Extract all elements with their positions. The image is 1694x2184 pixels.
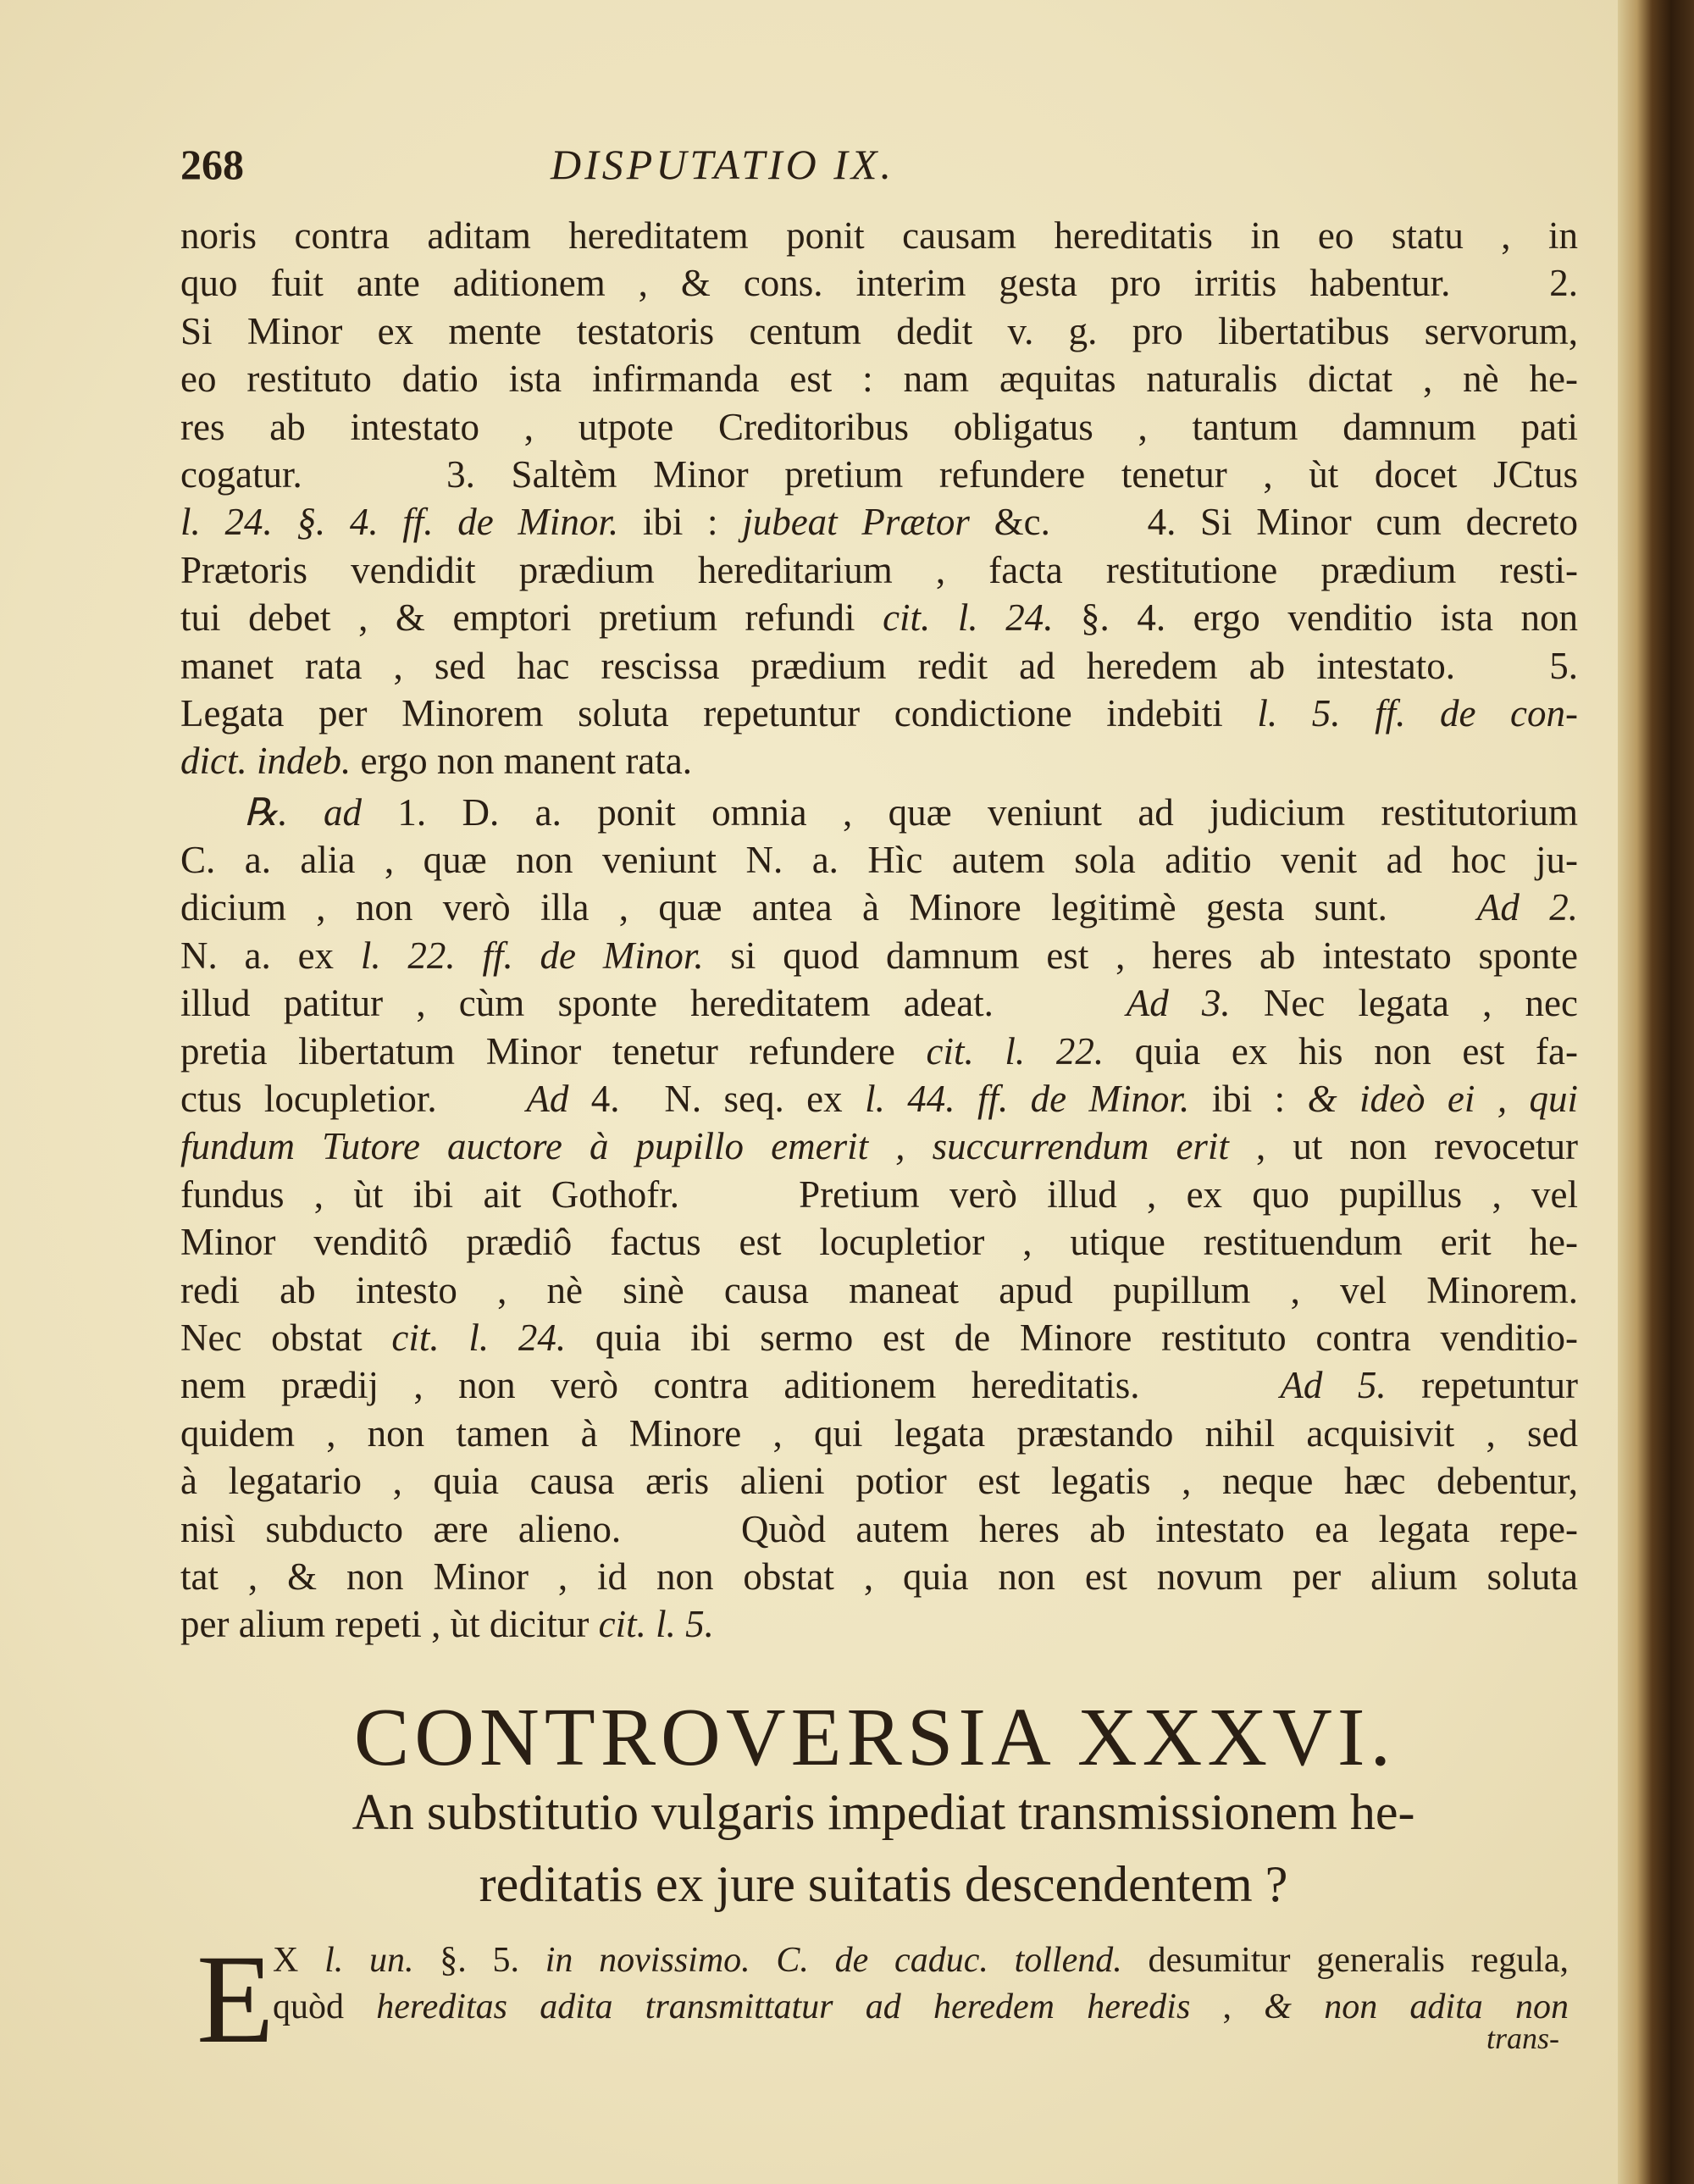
- text-line: [180, 1122, 1578, 1170]
- text-line: [180, 884, 1578, 931]
- text-line: [180, 979, 1578, 1027]
- text-segment: ergo non manent rata.: [351, 740, 692, 783]
- text-segment: C. a. alia , quæ non veniunt N. a. Hìc autem sola aditio venit ad hoc ju-: [180, 839, 1578, 882]
- text-line: [180, 451, 1578, 498]
- text-segment: Legata per Minorem soluta repetuntur condictione indebiti: [180, 691, 1258, 734]
- text-segment: tui debet , & emptori pretium refundi: [180, 596, 883, 640]
- text-line: [180, 1171, 1578, 1218]
- italic-citation: jubeat Prætor: [742, 501, 970, 544]
- text-segment: ,: [1190, 1987, 1265, 2026]
- italic-citation: l. 44. ff. de Minor.: [865, 1078, 1190, 1121]
- text-line: [180, 1218, 1578, 1266]
- section-title: CONTROVERSIA XXXVI.: [353, 1692, 1397, 1783]
- text-segment: N. a. ex: [180, 934, 361, 977]
- italic-citation: cit. l. 22.: [926, 1029, 1104, 1073]
- catchword: trans-: [1486, 2021, 1560, 2055]
- text-line: [180, 789, 1578, 836]
- running-title: DISPUTATIO IX.: [551, 141, 894, 188]
- text-segment: eo restituto datio ista infirmanda est : nam æquitas naturalis dictat , nè he-: [180, 358, 1578, 401]
- book-spine-edge: [1618, 0, 1694, 2184]
- text-segment: dicium , non verò illa , quæ antea à Minore legitimè gesta sunt.: [180, 886, 1477, 929]
- text-segment: 4. N. seq. ex: [568, 1078, 866, 1121]
- section-text-line: [273, 1940, 1569, 1981]
- italic-citation: Ad 2.: [1476, 886, 1578, 929]
- text-line: [180, 403, 1578, 451]
- section-text-line: [273, 1987, 1569, 2027]
- text-line: [180, 308, 1578, 355]
- text-segment: ibi :: [1189, 1078, 1308, 1121]
- text-segment: quia ex his non est fa-: [1104, 1029, 1578, 1073]
- text-segment: quo fuit ante aditionem , & cons. interim gesta pro irritis habentur. 2.: [180, 262, 1578, 305]
- text-segment: nisì subducto ære alieno. Quòd autem heres ab intestato ea legata repe-: [180, 1507, 1578, 1550]
- italic-citation: l. un.: [324, 1941, 414, 1980]
- italic-citation: l. 24. §. 4. ff. de Minor.: [180, 501, 619, 544]
- text-line: [180, 259, 1578, 307]
- text-segment: tat , & non Minor , id non obstat , quia non est novum per alium soluta: [180, 1555, 1578, 1598]
- text-segment: §. 4. ergo venditio ista non: [1053, 596, 1578, 640]
- drop-cap: E: [197, 1929, 274, 2070]
- text-segment: , ut non revocetur: [1228, 1125, 1578, 1168]
- text-segment: quidem , non tamen à Minore , qui legata præstando nihil acquisivit , sed: [180, 1411, 1578, 1455]
- text-line: [180, 836, 1578, 884]
- text-line: [180, 1600, 1578, 1648]
- italic-citation: dict. indeb.: [180, 740, 352, 783]
- page-number: 268: [180, 141, 244, 188]
- italic-citation: hereditas adita transmittatur ad heredem heredis: [376, 1987, 1191, 2026]
- text-segment: fundus , ùt ibi ait Gothofr. Pretium verò illud , ex quo pupillus , vel: [180, 1172, 1578, 1216]
- italic-citation: fundum Tutore auctore à pupillo emerit , succurrendum erit: [180, 1125, 1229, 1168]
- italic-citation: & ideò ei , qui: [1307, 1078, 1578, 1121]
- text-segment: res ab intestato , utpote Creditoribus obligatus , tantum damnum pati: [180, 405, 1578, 448]
- italic-citation: in novissimo. C. de caduc. tollend.: [545, 1941, 1122, 1980]
- text-line: [180, 642, 1578, 690]
- text-segment: &c. 4. Si Minor cum decreto: [969, 501, 1578, 544]
- italic-citation: cit. l. 24.: [883, 596, 1054, 640]
- italic-citation: l. 5. ff. de con-: [1257, 691, 1578, 734]
- text-segment: noris contra aditam hereditatem ponit causam hereditatis in eo statu , in: [180, 214, 1578, 257]
- italic-citation: Ad: [526, 1078, 569, 1121]
- text-line: [180, 932, 1578, 979]
- text-line: [180, 1505, 1578, 1553]
- text-line: [180, 546, 1578, 594]
- italic-citation: ℞. ad: [244, 790, 362, 834]
- italic-citation: Ad 5.: [1280, 1364, 1387, 1407]
- text-segment: nem prædij , non verò contra aditionem hereditatis.: [180, 1364, 1281, 1407]
- section-question-line-2: reditatis ex jure suitatis descendentem ?: [479, 1856, 1288, 1912]
- text-line: [180, 1267, 1578, 1314]
- italic-citation: l. 22. ff. de Minor.: [360, 934, 704, 977]
- text-segment: Minor venditô prædiô factus est locupletior , utique restituendum erit he-: [180, 1221, 1578, 1264]
- text-segment: ctus locupletior.: [180, 1078, 527, 1121]
- text-segment: desumitur generalis regula,: [1121, 1941, 1569, 1980]
- text-line: [180, 737, 1578, 784]
- text-line: [180, 594, 1578, 641]
- text-line: [180, 690, 1578, 737]
- text-line: [180, 1410, 1578, 1457]
- text-segment: ibi :: [618, 501, 743, 544]
- text-segment: Prætoris vendidit prædium hereditarium , facta restitutione prædium resti-: [180, 548, 1578, 591]
- text-segment: illud patitur , cùm sponte hereditatem adeat.: [180, 982, 1127, 1025]
- text-segment: quia ibi sermo est de Minore restituto contra venditio-: [566, 1316, 1578, 1359]
- text-segment: pretia libertatum Minor tenetur refundere: [180, 1029, 927, 1073]
- italic-citation: Ad 3.: [1126, 982, 1231, 1025]
- text-line: [180, 355, 1578, 402]
- text-segment: repetuntur: [1386, 1364, 1578, 1407]
- text-line: [180, 498, 1578, 546]
- text-segment: redi ab intesto , nè sinè causa maneat apud pupillum , vel Minorem.: [180, 1268, 1578, 1311]
- text-segment: §. 5.: [413, 1941, 545, 1980]
- italic-citation: cit. l. 24.: [391, 1316, 567, 1359]
- text-segment: à legatario , quia causa æris alieni potior est legatis , neque hæc debentur,: [180, 1460, 1578, 1503]
- text-segment: Nec obstat: [180, 1316, 392, 1359]
- text-line: [180, 212, 1578, 259]
- section-question-line-1: An substitutio vulgaris impediat transmissionem he-: [352, 1784, 1415, 1840]
- text-line: [180, 1075, 1578, 1122]
- body-text: [180, 212, 1578, 1649]
- text-line: [180, 1457, 1578, 1505]
- text-segment: 1. D. a. ponit omnia , quæ veniunt ad judicium restitutorium: [361, 790, 1579, 834]
- text-line: [180, 1361, 1578, 1409]
- text-line: [180, 1553, 1578, 1600]
- text-segment: X: [273, 1941, 325, 1980]
- text-segment: Si Minor ex mente testatoris centum dedit v. g. pro libertatibus servorum,: [180, 309, 1578, 352]
- italic-citation: & non adita non: [1264, 1987, 1569, 2026]
- text-segment: cogatur. 3. Saltèm Minor pretium refundere tenetur , ùt docet JCtus: [180, 452, 1578, 496]
- text-segment: per alium repeti , ùt dicitur: [180, 1603, 599, 1646]
- text-segment: Nec legata , nec: [1230, 982, 1578, 1025]
- text-line: [180, 1028, 1578, 1075]
- running-head: [180, 140, 1569, 199]
- text-segment: quòd: [273, 1987, 377, 2026]
- italic-citation: cit. l. 5.: [598, 1603, 714, 1646]
- text-segment: si quod damnum est , heres ab intestato sponte: [703, 934, 1578, 977]
- text-segment: manet rata , sed hac rescissa prædium redit ad heredem ab intestato. 5.: [180, 644, 1578, 687]
- text-line: [180, 1314, 1578, 1361]
